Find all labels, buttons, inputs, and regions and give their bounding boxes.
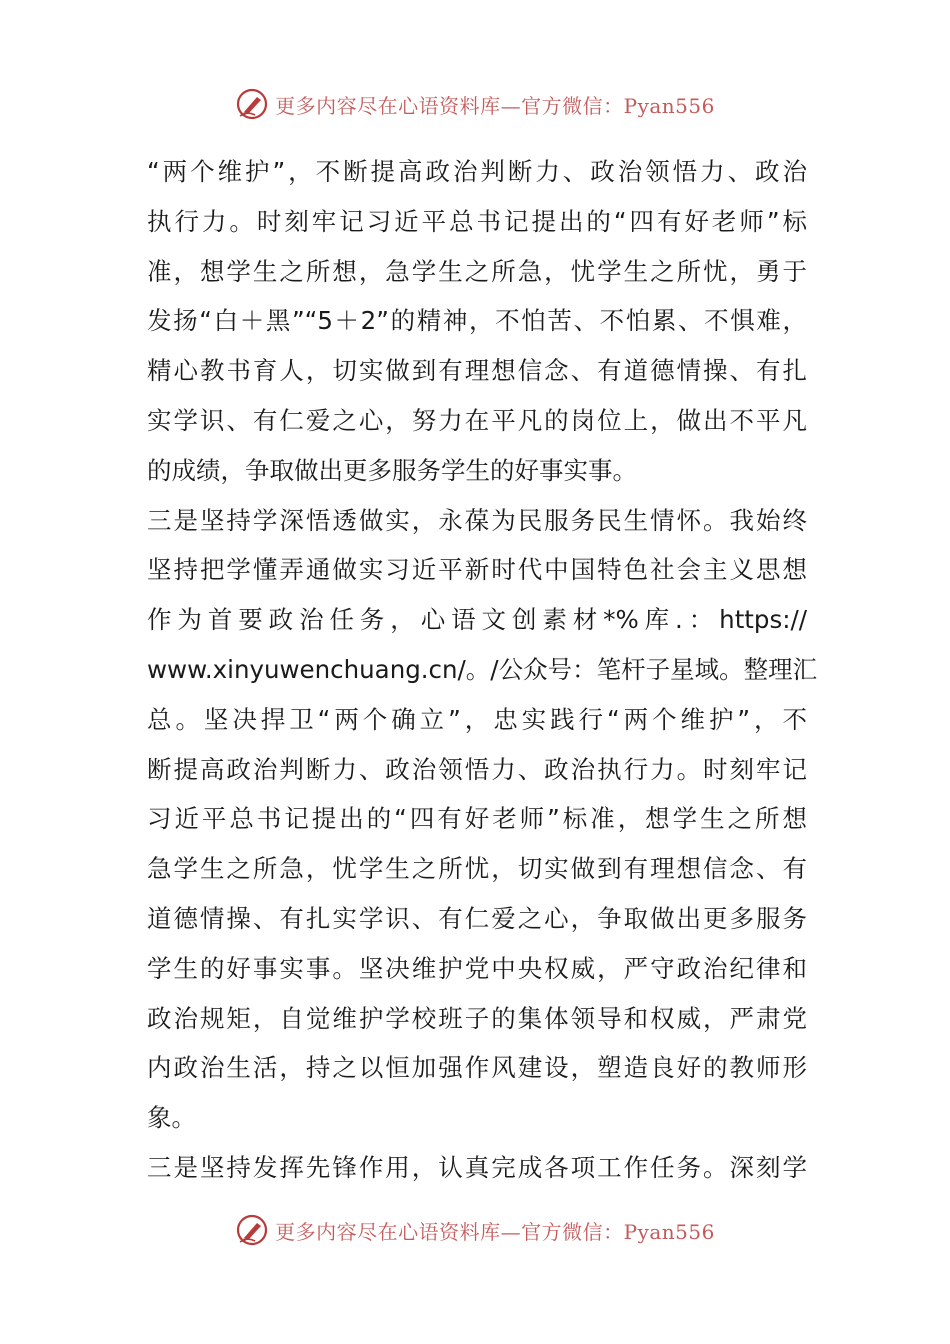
footer-banner-text: 更多内容尽在心语资料库—官方微信：Pyan556 bbox=[275, 1219, 715, 1244]
document-body bbox=[147, 147, 818, 1193]
body-line: 象。 bbox=[147, 1103, 196, 1133]
header-banner-text: 更多内容尽在心语资料库—官方微信：Pyan556 bbox=[275, 93, 715, 118]
body-line: 学生的好事实事。坚决维护党中央权威，严守政治纪律和 bbox=[147, 953, 807, 983]
body-line: 道德情操、有扎实学识、有仁爱之心，争取做出更多服务 bbox=[147, 903, 807, 933]
body-line: 的成绩，争取做出更多服务学生的好事实事。 bbox=[147, 455, 637, 485]
body-line: 习近平总书记提出的“四有好老师”标准，想学生之所想 bbox=[147, 804, 807, 834]
footer-banner bbox=[0, 1210, 950, 1250]
body-line: 总。坚决捍卫“两个确立”，忠实践行“两个维护”，不 bbox=[147, 704, 807, 734]
body-line: www.xinyuwenchuang.cn/。/公众号：笔杆子星域。整理汇 bbox=[147, 654, 818, 684]
body-line: 实学识、有仁爱之心，努力在平凡的岗位上，做出不平凡 bbox=[147, 405, 807, 435]
body-line: 三是坚持发挥先锋作用，认真完成各项工作任务。深刻学 bbox=[147, 1152, 807, 1182]
body-line: 执行力。时刻牢记习近平总书记提出的“四有好老师”标 bbox=[147, 206, 807, 236]
body-line: 三是坚持学深悟透做实，永葆为民服务民生情怀。我始终 bbox=[147, 505, 807, 535]
body-line: 内政治生活，持之以恒加强作风建设，塑造良好的教师形 bbox=[147, 1053, 807, 1083]
body-line: 断提高政治判断力、政治领悟力、政治执行力。时刻牢记 bbox=[147, 754, 807, 784]
body-line: 精心教书育人，切实做到有理想信念、有道德情操、有扎 bbox=[147, 356, 807, 386]
header-banner bbox=[0, 84, 950, 124]
body-line: 坚持把学懂弄通做实习近平新时代中国特色社会主义思想 bbox=[147, 555, 807, 585]
body-line: 准，想学生之所想，急学生之所急，忧学生之所忧，勇于 bbox=[147, 256, 807, 286]
body-line: 发扬“白＋黑”“5＋2”的精神，不怕苦、不怕累、不惧难， bbox=[147, 306, 807, 336]
body-line: 政治规矩，自觉维护学校班子的集体领导和权威，严肃党 bbox=[147, 1003, 807, 1033]
body-line: 作为首要政治任务，心语文创素材*%库.：https:// bbox=[147, 605, 807, 635]
body-line: “两个维护”，不断提高政治判断力、政治领悟力、政治 bbox=[147, 157, 807, 186]
pen-logo-icon bbox=[235, 1213, 269, 1247]
pen-logo-icon bbox=[235, 87, 269, 121]
body-line: 急学生之所急，忧学生之所忧，切实做到有理想信念、有 bbox=[147, 854, 807, 884]
